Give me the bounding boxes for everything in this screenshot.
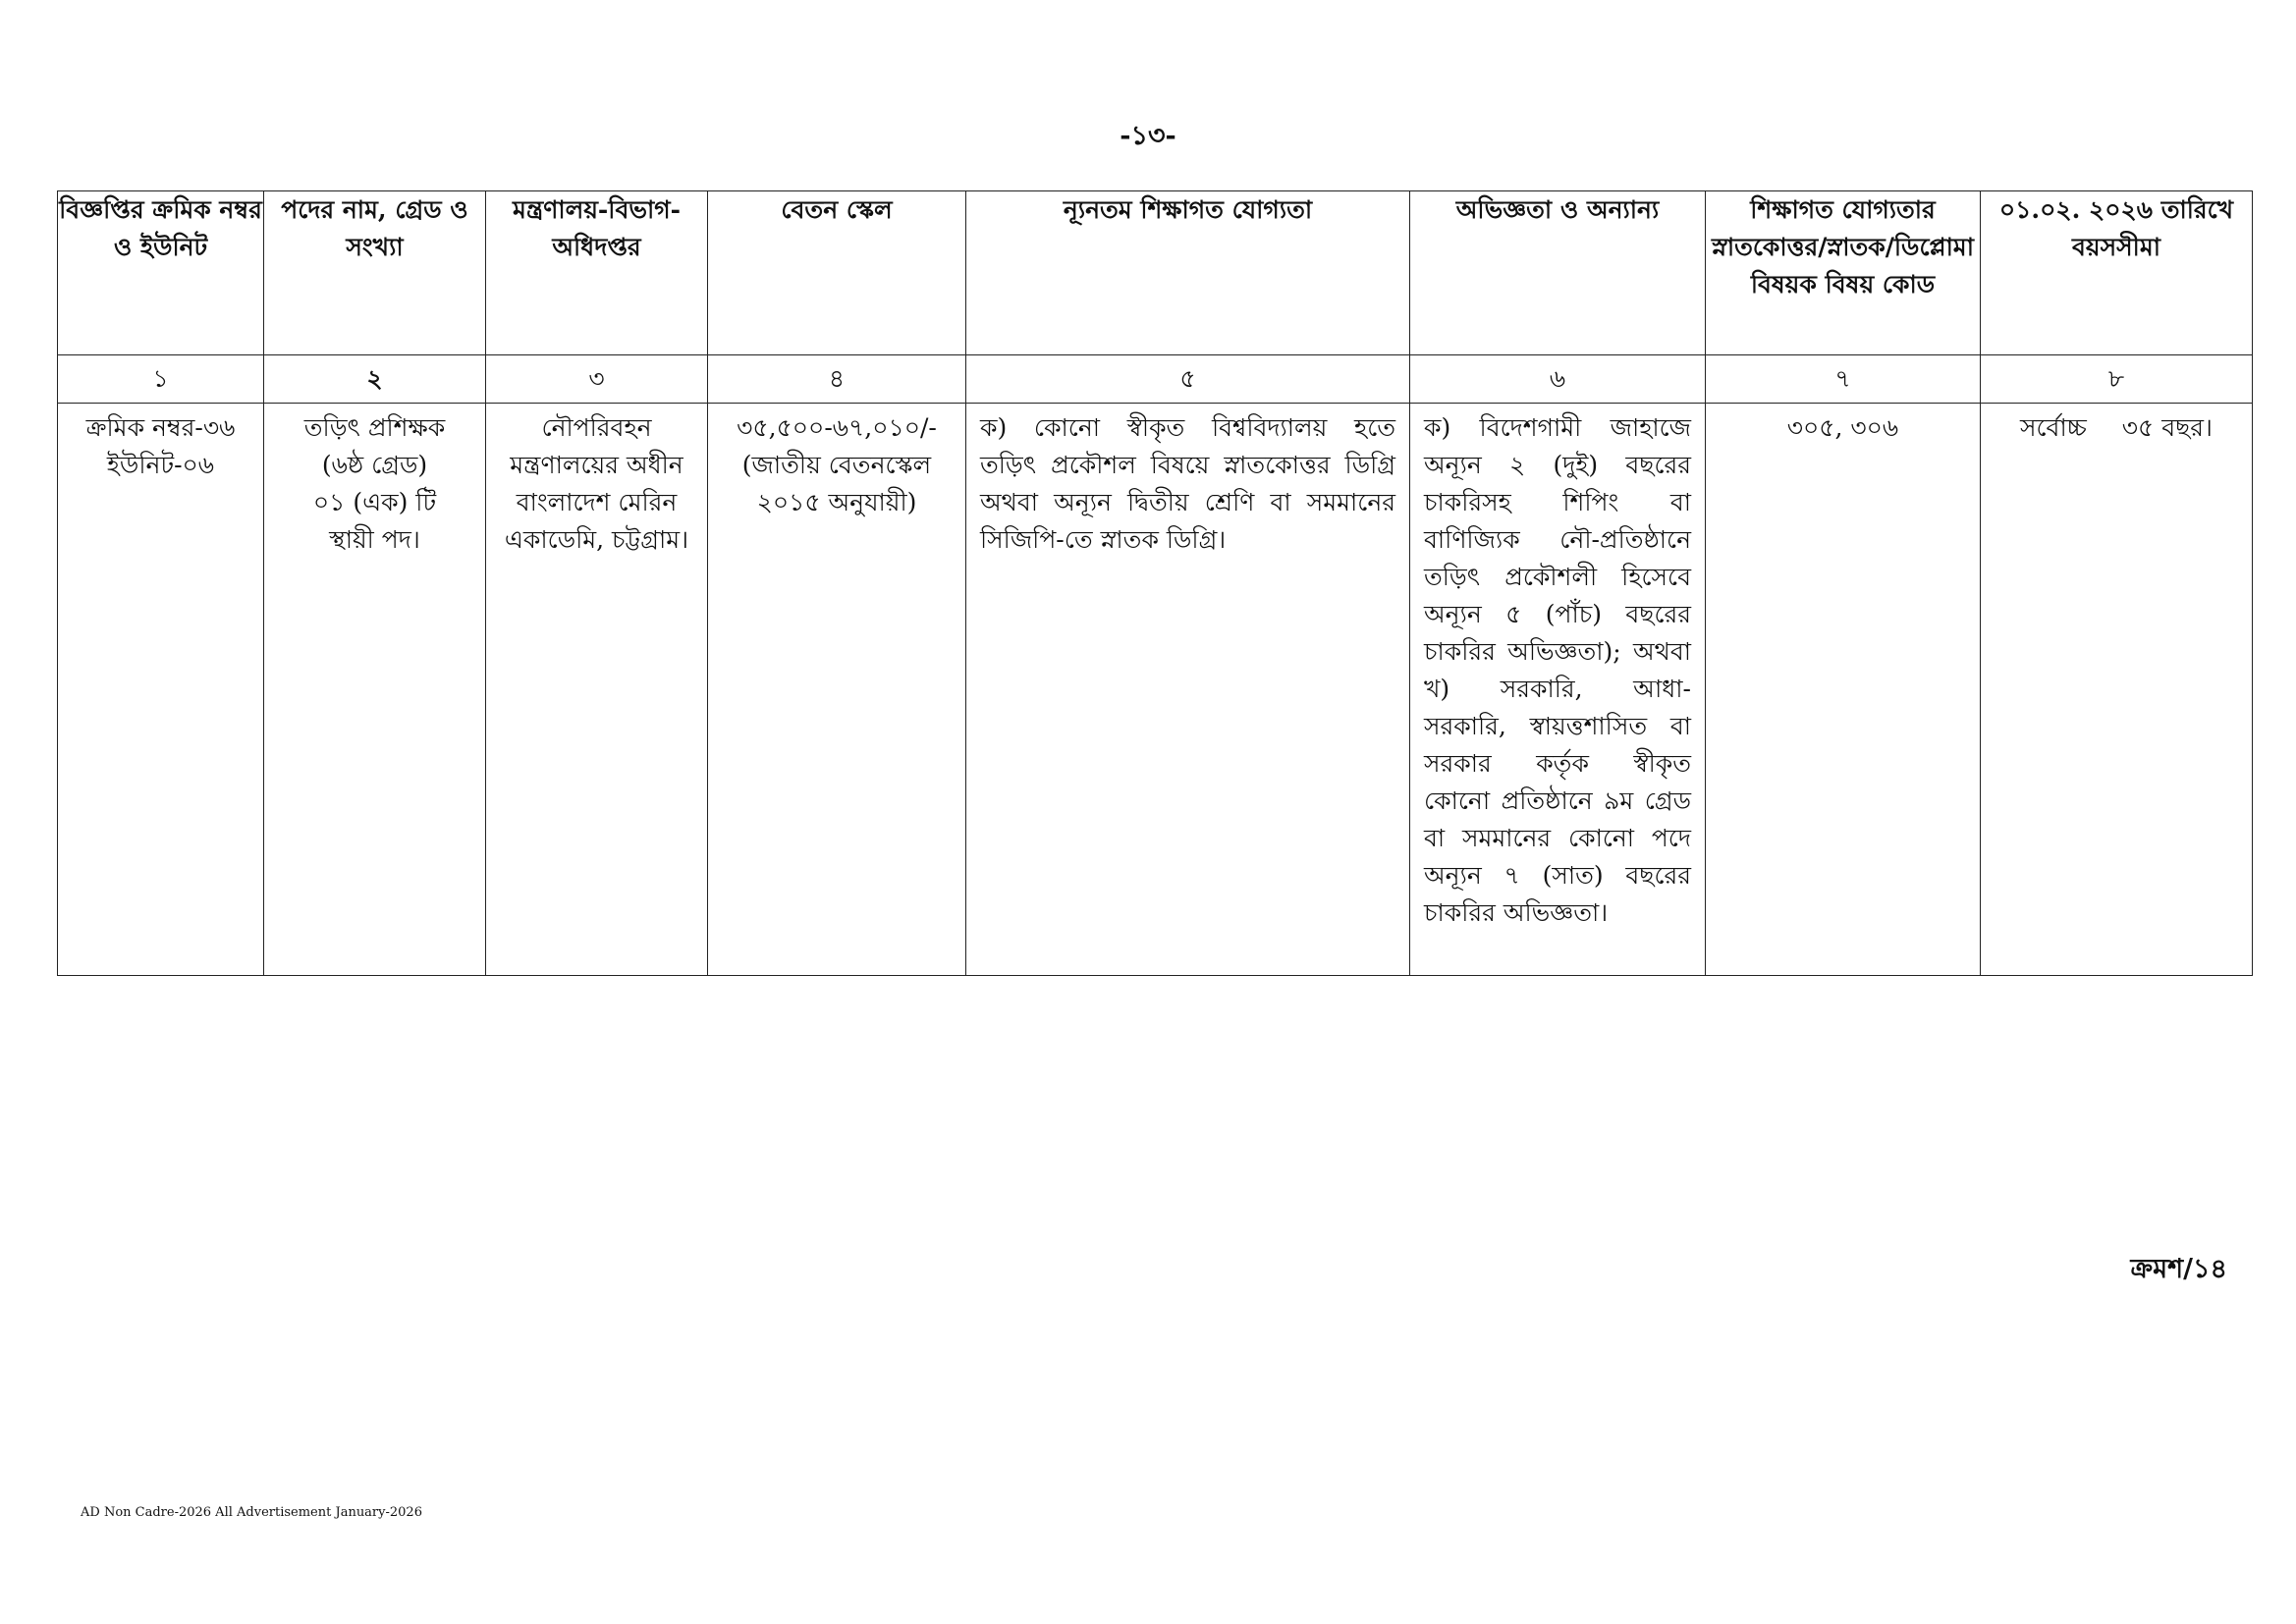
- continued-marker: ক্রমশ/১৪: [2130, 1254, 2227, 1284]
- experience-line: খ) সরকারি, আধা-: [1424, 675, 1691, 703]
- post-name: তড়িৎ প্রশিক্ষক: [303, 413, 446, 442]
- ministry-line: মন্ত্রণালয়ের অধীন: [510, 451, 683, 479]
- header-subject-code: শিক্ষাগত যোগ্যতার স্নাতকোত্তর/স্নাতক/ডিপ্লোমা বিষয়ক বিষয় কোড: [1706, 191, 1981, 355]
- experience-line: কোনো প্রতিষ্ঠানে ৯ম গ্রেড: [1424, 786, 1691, 815]
- experience-line: চাকরির অভিজ্ঞতা।: [1424, 898, 1609, 927]
- cell-ministry: [486, 404, 708, 976]
- table-header-row: [58, 191, 2253, 355]
- unit-number: ইউনিট-০৬: [106, 451, 215, 479]
- document-footer: AD Non Cadre-2026 All Advertisement January-2026: [81, 1505, 422, 1520]
- ministry-line: বাংলাদেশ মেরিন: [516, 488, 678, 516]
- subject-code: ৩০৫, ৩০৬: [1786, 413, 1899, 442]
- experience-line: অন্যূন ২ (দুই) বছরের: [1424, 451, 1691, 479]
- post-grade: (৬ষ্ঠ গ্রেড): [321, 451, 428, 479]
- column-number: ২: [264, 355, 486, 404]
- header-post-grade: পদের নাম, গ্রেড ও সংখ্যা: [264, 191, 486, 355]
- header-serial-unit: বিজ্ঞপ্তির ক্রমিক নম্বর ও ইউনিট: [58, 191, 264, 355]
- column-number: ৪: [708, 355, 966, 404]
- experience-line: বাণিজ্যিক নৌ-প্রতিষ্ঠানে: [1424, 525, 1691, 554]
- experience-line: বা সমমানের কোনো পদে: [1424, 824, 1691, 852]
- pay-scale-note: ২০১৫ অনুযায়ী): [756, 488, 917, 516]
- page-number: -১৩-: [1120, 121, 1176, 151]
- cell-experience: [1410, 404, 1706, 976]
- header-education: ন্যূনতম শিক্ষাগত যোগ্যতা: [966, 191, 1410, 355]
- column-number: ৫: [966, 355, 1410, 404]
- experience-line: সরকার কর্তৃক স্বীকৃত: [1424, 749, 1691, 778]
- table-row: [58, 404, 2253, 976]
- header-pay-scale: বেতন স্কেল: [708, 191, 966, 355]
- education-line: ক) কোনো স্বীকৃত বিশ্ববিদ্যালয় হতে: [980, 413, 1395, 442]
- cell-serial-unit: [58, 404, 264, 976]
- experience-line: তড়িৎ প্রকৌশলী হিসেবে: [1424, 563, 1691, 591]
- age-limit-label: সর্বোচ্চ: [2020, 413, 2087, 442]
- job-vacancy-table: [57, 190, 2253, 976]
- education-line: অথবা অন্যূন দ্বিতীয় শ্রেণি বা সমমানের: [980, 488, 1395, 516]
- education-line: সিজিপি-তে স্নাতক ডিগ্রি।: [980, 525, 1227, 554]
- ministry-line: নৌপরিবহন: [541, 413, 652, 442]
- column-number: ৩: [486, 355, 708, 404]
- column-number: ৬: [1410, 355, 1706, 404]
- cell-education: [966, 404, 1410, 976]
- experience-line: অন্যূন ৫ (পাঁচ) বছরের: [1424, 600, 1691, 628]
- experience-line: সরকারি, স্বায়ত্তশাসিত বা: [1424, 712, 1691, 740]
- cell-post: [264, 404, 486, 976]
- pay-scale-note: (জাতীয় বেতনস্কেল: [741, 451, 932, 479]
- ministry-line: একাডেমি, চট্টগ্রাম।: [504, 525, 689, 554]
- experience-line: চাকরিসহ শিপিং বা: [1424, 488, 1691, 516]
- cell-age-limit: [1981, 404, 2253, 976]
- column-number-row: [58, 355, 2253, 404]
- post-count: ০১ (এক) টি: [312, 488, 437, 516]
- experience-line: ক) বিদেশগামী জাহাজে: [1424, 413, 1691, 442]
- column-number: ১: [58, 355, 264, 404]
- education-line: তড়িৎ প্রকৌশল বিষয়ে স্নাতকোত্তর ডিগ্রি: [980, 451, 1395, 479]
- experience-line: চাকরির অভিজ্ঞতা); অথবা: [1424, 637, 1691, 666]
- age-limit-value: ৩৫ বছর।: [2121, 413, 2213, 442]
- header-experience: অভিজ্ঞতা ও অন্যান্য: [1410, 191, 1706, 355]
- post-type: স্থায়ী পদ।: [329, 525, 420, 554]
- column-number: ৭: [1706, 355, 1981, 404]
- header-age-limit: ০১.০২. ২০২৬ তারিখে বয়সসীমা: [1981, 191, 2253, 355]
- cell-subject-code: [1706, 404, 1981, 976]
- age-limit: [1995, 409, 2238, 447]
- header-ministry: মন্ত্রণালয়-বিভাগ-অধিদপ্তর: [486, 191, 708, 355]
- experience-line: অন্যূন ৭ (সাত) বছরের: [1424, 861, 1691, 890]
- cell-pay-scale: [708, 404, 966, 976]
- serial-number: ক্রমিক নম্বর-৩৬: [85, 413, 236, 442]
- column-number: ৮: [1981, 355, 2253, 404]
- pay-scale-range: ৩৫,৫০০-৬৭,০১০/-: [737, 413, 937, 442]
